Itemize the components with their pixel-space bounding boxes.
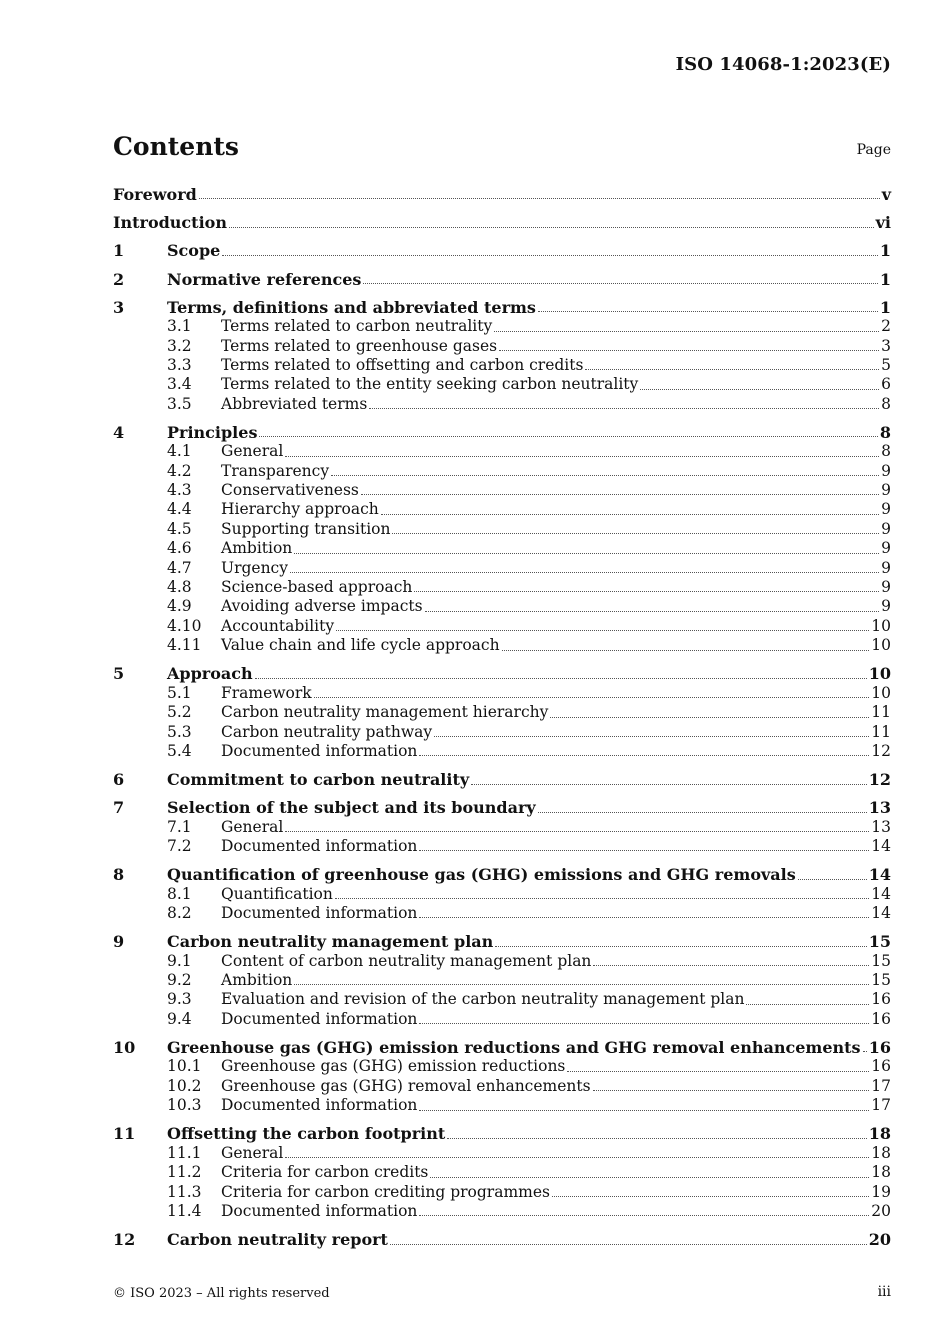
toc-clause-entry[interactable] <box>113 1124 891 1143</box>
dot-leader <box>255 677 867 679</box>
toc-entry-page[interactable]: 15 <box>871 971 891 990</box>
dot-leader <box>863 1050 867 1052</box>
toc-entry-number: 5.4 <box>167 741 192 760</box>
toc-entry-title[interactable]: General <box>221 817 284 836</box>
toc-clause-entry[interactable] <box>113 213 891 232</box>
toc-entry-page[interactable]: 11 <box>871 703 891 722</box>
toc-clause-entry[interactable] <box>113 1038 891 1057</box>
toc-entry-title[interactable]: Transparency <box>221 461 330 480</box>
toc-entry-page[interactable]: 16 <box>871 990 891 1009</box>
toc-entry-number: 4.8 <box>167 578 192 597</box>
dot-leader <box>259 435 877 437</box>
dot-leader <box>538 811 867 813</box>
toc-entry-page[interactable]: 18 <box>871 1143 891 1162</box>
toc-entry-page[interactable]: 18 <box>871 1163 891 1182</box>
toc-entry-page[interactable]: 20 <box>871 1201 891 1220</box>
toc-entry-page[interactable]: 16 <box>871 1057 891 1076</box>
toc-entry-title[interactable]: Ambition <box>221 971 293 990</box>
toc-entry-page[interactable]: 9 <box>881 578 891 597</box>
dot-leader <box>495 945 866 947</box>
dot-leader <box>336 629 869 631</box>
toc-clause-entry[interactable] <box>113 270 891 289</box>
toc-entry-number: 5.3 <box>167 722 192 741</box>
toc-subclause-entry[interactable] <box>113 1077 891 1096</box>
toc-entry-title[interactable]: Documented information <box>221 837 418 856</box>
toc-subclause-entry[interactable] <box>113 375 891 394</box>
toc-entry-title[interactable]: Principles <box>167 422 258 442</box>
toc-entry-page[interactable]: 14 <box>871 904 891 923</box>
page-column-label: Page <box>856 142 891 158</box>
toc-entry-number: 1 <box>113 241 125 261</box>
toc-entry-page[interactable]: 12 <box>871 741 891 760</box>
toc-entry-page[interactable]: 14 <box>868 865 891 885</box>
dot-leader <box>798 878 867 880</box>
toc-entry-number: 4.4 <box>167 500 192 519</box>
toc-entry-page[interactable]: 1 <box>879 297 891 317</box>
toc-subclause-entry[interactable] <box>113 1163 891 1182</box>
toc-entry-title[interactable]: Abbreviated terms <box>221 394 368 413</box>
toc-entry-title[interactable]: Hierarchy approach <box>221 500 379 519</box>
toc-entry-number: 7 <box>113 798 125 818</box>
toc-entry-page[interactable]: 12 <box>868 770 891 790</box>
toc-subclause-entry[interactable] <box>113 539 891 558</box>
toc-entry-number: 10.1 <box>167 1057 202 1076</box>
dot-leader <box>550 716 869 718</box>
toc-entry-page[interactable]: 9 <box>881 539 891 558</box>
toc-entry-number: 9 <box>113 932 125 952</box>
toc-subclause-entry[interactable] <box>113 481 891 500</box>
toc-subclause-entry[interactable] <box>113 1202 891 1221</box>
table-of-contents <box>113 185 891 1250</box>
toc-clause-entry[interactable] <box>113 865 891 884</box>
toc-entry-page[interactable]: 13 <box>868 798 891 818</box>
toc-entry-number: 5 <box>113 664 125 684</box>
toc-entry-number: 4.10 <box>167 616 202 635</box>
toc-entry-number: 11 <box>113 1124 136 1144</box>
toc-entry-number: 2 <box>113 269 125 289</box>
toc-entry-page[interactable]: 10 <box>871 636 891 655</box>
toc-subclause-entry[interactable] <box>113 818 891 837</box>
toc-entry-title[interactable]: Carbon neutrality management hierarchy <box>221 703 549 722</box>
toc-entry-page[interactable]: 14 <box>871 884 891 903</box>
toc-entry-title[interactable]: Carbon neutrality report <box>167 1230 388 1250</box>
toc-clause-entry[interactable] <box>113 770 891 789</box>
toc-entry-title[interactable]: Criteria for carbon credits <box>221 1163 429 1182</box>
toc-subclause-entry[interactable] <box>113 520 891 539</box>
toc-entry-title[interactable]: Foreword <box>113 185 197 204</box>
toc-clause-entry[interactable] <box>113 1230 891 1249</box>
toc-entry-title[interactable]: Documented information <box>221 741 418 760</box>
toc-entry-number: 12 <box>113 1230 136 1250</box>
toc-subclause-entry[interactable] <box>113 703 891 722</box>
toc-entry-title[interactable]: Avoiding adverse impacts <box>221 597 423 616</box>
toc-subclause-entry[interactable] <box>113 837 891 856</box>
toc-subclause-entry[interactable] <box>113 904 891 923</box>
toc-entry-page[interactable]: 2 <box>881 317 891 336</box>
dot-leader <box>290 571 879 573</box>
dot-leader <box>369 407 879 409</box>
dot-leader <box>390 1243 867 1245</box>
toc-entry-page[interactable]: 3 <box>881 336 891 355</box>
toc-clause-entry[interactable] <box>113 932 891 951</box>
toc-entry-title[interactable]: Carbon neutrality management plan <box>167 932 494 952</box>
toc-entry-title[interactable]: Quantification of greenhouse gas (GHG) emissions and GHG removals <box>167 865 796 885</box>
toc-entry-number: 4.5 <box>167 519 192 538</box>
toc-subclause-entry[interactable] <box>113 462 891 481</box>
toc-entry-number: 6 <box>113 770 125 790</box>
dot-leader <box>538 310 878 312</box>
toc-entry-number: 4.6 <box>167 539 192 558</box>
toc-entry-title[interactable]: Value chain and life cycle approach <box>221 636 500 655</box>
toc-entry-title[interactable]: Introduction <box>113 213 227 233</box>
toc-entry-title[interactable]: Normative references <box>167 269 362 289</box>
toc-subclause-entry[interactable] <box>113 617 891 636</box>
toc-entry-number: 7.1 <box>167 817 192 836</box>
dot-leader <box>593 1089 870 1091</box>
dot-leader <box>425 610 880 612</box>
toc-entry-number: 5.1 <box>167 683 192 702</box>
toc-entry-page[interactable]: 9 <box>881 481 891 500</box>
dot-leader <box>285 1156 869 1158</box>
dot-leader <box>285 830 869 832</box>
dot-leader <box>430 1176 869 1178</box>
toc-entry-page[interactable]: 6 <box>881 375 891 394</box>
toc-entry-page[interactable]: 10 <box>871 616 891 635</box>
toc-entry-title[interactable]: Urgency <box>221 558 288 577</box>
toc-entry-page[interactable]: 15 <box>868 932 891 952</box>
toc-entry-title[interactable]: Offsetting the carbon footprint <box>167 1124 446 1144</box>
toc-entry-title[interactable]: Evaluation and revision of the carbon neutrality management plan <box>221 990 745 1009</box>
toc-entry-title[interactable]: Documented information <box>221 1201 418 1220</box>
toc-entry-title[interactable]: Selection of the subject and its boundary <box>167 798 536 818</box>
toc-subclause-entry[interactable] <box>113 1057 891 1076</box>
toc-entry-page[interactable]: 5 <box>881 355 891 374</box>
dot-leader <box>285 455 879 457</box>
toc-subclause-entry[interactable] <box>113 742 891 761</box>
toc-entry-page[interactable]: 16 <box>868 1038 891 1057</box>
toc-subclause-entry[interactable] <box>113 952 891 971</box>
toc-entry-page[interactable]: 17 <box>871 1076 891 1095</box>
toc-subclause-entry[interactable] <box>113 395 891 414</box>
toc-subclause-entry[interactable] <box>113 356 891 375</box>
dot-leader <box>640 388 879 390</box>
toc-entry-number: 11.1 <box>167 1143 202 1162</box>
toc-entry-title[interactable]: General <box>221 1143 284 1162</box>
toc-entry-page[interactable]: 13 <box>871 817 891 836</box>
toc-entry-number: 7.2 <box>167 837 192 856</box>
toc-clause-entry[interactable] <box>113 798 891 817</box>
dot-leader <box>419 1022 869 1024</box>
toc-entry-number: 11.2 <box>167 1163 202 1182</box>
toc-entry-title[interactable]: Framework <box>221 683 312 702</box>
toc-entry-page[interactable]: 8 <box>881 394 891 413</box>
toc-entry-page[interactable]: vi <box>875 213 891 233</box>
toc-subclause-entry[interactable] <box>113 578 891 597</box>
toc-entry-title[interactable]: Terms related to the entity seeking carbon neutrality <box>221 375 639 394</box>
dot-leader <box>229 226 874 228</box>
dot-leader <box>419 1214 869 1216</box>
toc-clause-entry[interactable] <box>113 185 891 204</box>
toc-entry-page[interactable]: 1 <box>879 241 891 261</box>
dot-leader <box>414 590 879 592</box>
toc-subclause-entry[interactable] <box>113 990 891 1009</box>
dot-leader <box>335 897 869 899</box>
document-id: ISO 14068-1:2023(E) <box>675 54 891 75</box>
dot-leader <box>361 493 879 495</box>
toc-entry-title[interactable]: Commitment to carbon neutrality <box>167 770 470 790</box>
toc-subclause-entry[interactable] <box>113 442 891 461</box>
toc-subclause-entry[interactable] <box>113 971 891 990</box>
toc-subclause-entry[interactable] <box>113 1096 891 1115</box>
toc-entry-number: 9.1 <box>167 951 192 970</box>
toc-subclause-entry[interactable] <box>113 317 891 336</box>
dot-leader <box>419 916 869 918</box>
toc-entry-title[interactable]: Greenhouse gas (GHG) emission reductions <box>221 1057 566 1076</box>
toc-entry-number: 3.3 <box>167 355 192 374</box>
toc-entry-number: 10.2 <box>167 1076 202 1095</box>
dot-leader <box>331 474 879 476</box>
toc-entry-number: 11.3 <box>167 1182 202 1201</box>
dot-leader <box>419 1109 869 1111</box>
toc-entry-page[interactable]: 14 <box>871 837 891 856</box>
toc-entry-number: 8.1 <box>167 884 192 903</box>
dot-leader <box>294 552 879 554</box>
toc-entry-number: 10.3 <box>167 1096 202 1115</box>
toc-subclause-entry[interactable] <box>113 723 891 742</box>
toc-clause-entry[interactable] <box>113 298 891 317</box>
toc-entry-number: 8 <box>113 865 125 885</box>
toc-entry-title[interactable]: Conservativeness <box>221 481 359 500</box>
toc-entry-page[interactable]: 8 <box>879 422 891 442</box>
toc-entry-number: 4.3 <box>167 481 192 500</box>
toc-entry-page[interactable]: v <box>881 185 891 204</box>
dot-leader <box>419 849 869 851</box>
toc-entry-number: 4.11 <box>167 636 202 655</box>
dot-leader <box>419 754 869 756</box>
toc-entry-number: 9.2 <box>167 971 192 990</box>
toc-entry-title[interactable]: Terms related to offsetting and carbon credits <box>221 355 584 374</box>
toc-clause-entry[interactable] <box>113 664 891 683</box>
toc-clause-entry[interactable] <box>113 423 891 442</box>
dot-leader <box>392 532 879 534</box>
dot-leader <box>294 983 869 985</box>
toc-entry-page[interactable]: 10 <box>871 683 891 702</box>
toc-entry-title[interactable]: Criteria for carbon crediting programmes <box>221 1182 550 1201</box>
toc-entry-number: 3.4 <box>167 375 192 394</box>
toc-entry-number: 4.9 <box>167 597 192 616</box>
toc-subclause-entry[interactable] <box>113 597 891 616</box>
toc-entry-title[interactable]: Documented information <box>221 1096 418 1115</box>
dot-leader <box>222 254 878 256</box>
dot-leader <box>314 696 870 698</box>
toc-entry-number: 3.5 <box>167 394 192 413</box>
contents-heading: Contents <box>113 132 240 161</box>
dot-leader <box>552 1195 869 1197</box>
toc-entry-title[interactable]: Terms related to greenhouse gases <box>221 336 498 355</box>
toc-entry-number: 4.2 <box>167 461 192 480</box>
toc-subclause-entry[interactable] <box>113 1144 891 1163</box>
dot-leader <box>585 368 879 370</box>
toc-entry-number: 8.2 <box>167 904 192 923</box>
footer-copyright: © ISO 2023 – All rights reserved <box>113 1286 330 1301</box>
toc-entry-title[interactable]: Supporting transition <box>221 519 391 538</box>
toc-entry-number: 4.7 <box>167 558 192 577</box>
toc-subclause-entry[interactable] <box>113 500 891 519</box>
toc-entry-page[interactable]: 9 <box>881 461 891 480</box>
dot-leader <box>381 513 879 515</box>
toc-entry-number: 5.2 <box>167 703 192 722</box>
toc-entry-page[interactable]: 8 <box>881 442 891 461</box>
footer-page-number: iii <box>877 1284 891 1300</box>
toc-entry-page[interactable]: 19 <box>871 1182 891 1201</box>
dot-leader <box>746 1003 869 1005</box>
toc-entry-number: 3 <box>113 297 125 317</box>
toc-entry-title[interactable]: Documented information <box>221 904 418 923</box>
toc-entry-page[interactable]: 11 <box>871 722 891 741</box>
dot-leader <box>502 649 870 651</box>
toc-entry-page[interactable]: 10 <box>868 664 891 684</box>
toc-entry-number: 3.2 <box>167 336 192 355</box>
toc-entry-title[interactable]: Greenhouse gas (GHG) emission reductions and GHG removal enhancements <box>167 1038 861 1057</box>
toc-entry-number: 9.3 <box>167 990 192 1009</box>
toc-subclause-entry[interactable] <box>113 684 891 703</box>
toc-entry-title[interactable]: Greenhouse gas (GHG) removal enhancements <box>221 1076 591 1095</box>
dot-leader <box>363 282 877 284</box>
toc-entry-title[interactable]: Terms related to carbon neutrality <box>221 317 493 336</box>
dot-leader <box>567 1070 869 1072</box>
dot-leader <box>199 197 880 199</box>
toc-entry-number: 4.1 <box>167 442 192 461</box>
toc-subclause-entry[interactable] <box>113 1010 891 1029</box>
toc-entry-title[interactable]: General <box>221 442 284 461</box>
toc-entry-title[interactable]: Terms, definitions and abbreviated terms <box>167 297 536 317</box>
toc-subclause-entry[interactable] <box>113 559 891 578</box>
toc-entry-number: 4 <box>113 422 125 442</box>
dot-leader <box>447 1137 867 1139</box>
toc-subclause-entry[interactable] <box>113 1183 891 1202</box>
toc-entry-page[interactable]: 15 <box>871 951 891 970</box>
toc-entry-page[interactable]: 1 <box>879 269 891 289</box>
dot-leader <box>471 783 867 785</box>
toc-entry-title[interactable]: Carbon neutrality pathway <box>221 722 433 741</box>
toc-entry-page[interactable]: 9 <box>881 519 891 538</box>
dot-leader <box>494 330 879 332</box>
toc-entry-page[interactable]: 16 <box>871 1009 891 1028</box>
toc-entry-title[interactable]: Scope <box>167 241 221 261</box>
toc-entry-number: 3.1 <box>167 317 192 336</box>
toc-entry-number: 9.4 <box>167 1009 192 1028</box>
toc-entry-page[interactable]: 9 <box>881 500 891 519</box>
toc-subclause-entry[interactable] <box>113 885 891 904</box>
toc-entry-page[interactable]: 9 <box>881 597 891 616</box>
toc-entry-title[interactable]: Documented information <box>221 1009 418 1028</box>
toc-entry-number: 11.4 <box>167 1201 202 1220</box>
toc-entry-title[interactable]: Science-based approach <box>221 578 413 597</box>
toc-entry-title[interactable]: Approach <box>167 664 253 684</box>
toc-entry-title[interactable]: Content of carbon neutrality management plan <box>221 951 592 970</box>
toc-subclause-entry[interactable] <box>113 337 891 356</box>
toc-entry-page[interactable]: 18 <box>868 1124 891 1144</box>
toc-entry-number: 10 <box>113 1038 136 1057</box>
dot-leader <box>499 349 879 351</box>
dot-leader <box>593 964 869 966</box>
toc-entry-title[interactable]: Ambition <box>221 539 293 558</box>
toc-entry-page[interactable]: 20 <box>868 1230 891 1250</box>
toc-entry-page[interactable]: 9 <box>881 558 891 577</box>
toc-subclause-entry[interactable] <box>113 636 891 655</box>
toc-entry-title[interactable]: Quantification <box>221 884 333 903</box>
toc-clause-entry[interactable] <box>113 241 891 260</box>
toc-entry-title[interactable]: Accountability <box>221 616 335 635</box>
toc-entry-page[interactable]: 17 <box>871 1096 891 1115</box>
dot-leader <box>434 735 869 737</box>
